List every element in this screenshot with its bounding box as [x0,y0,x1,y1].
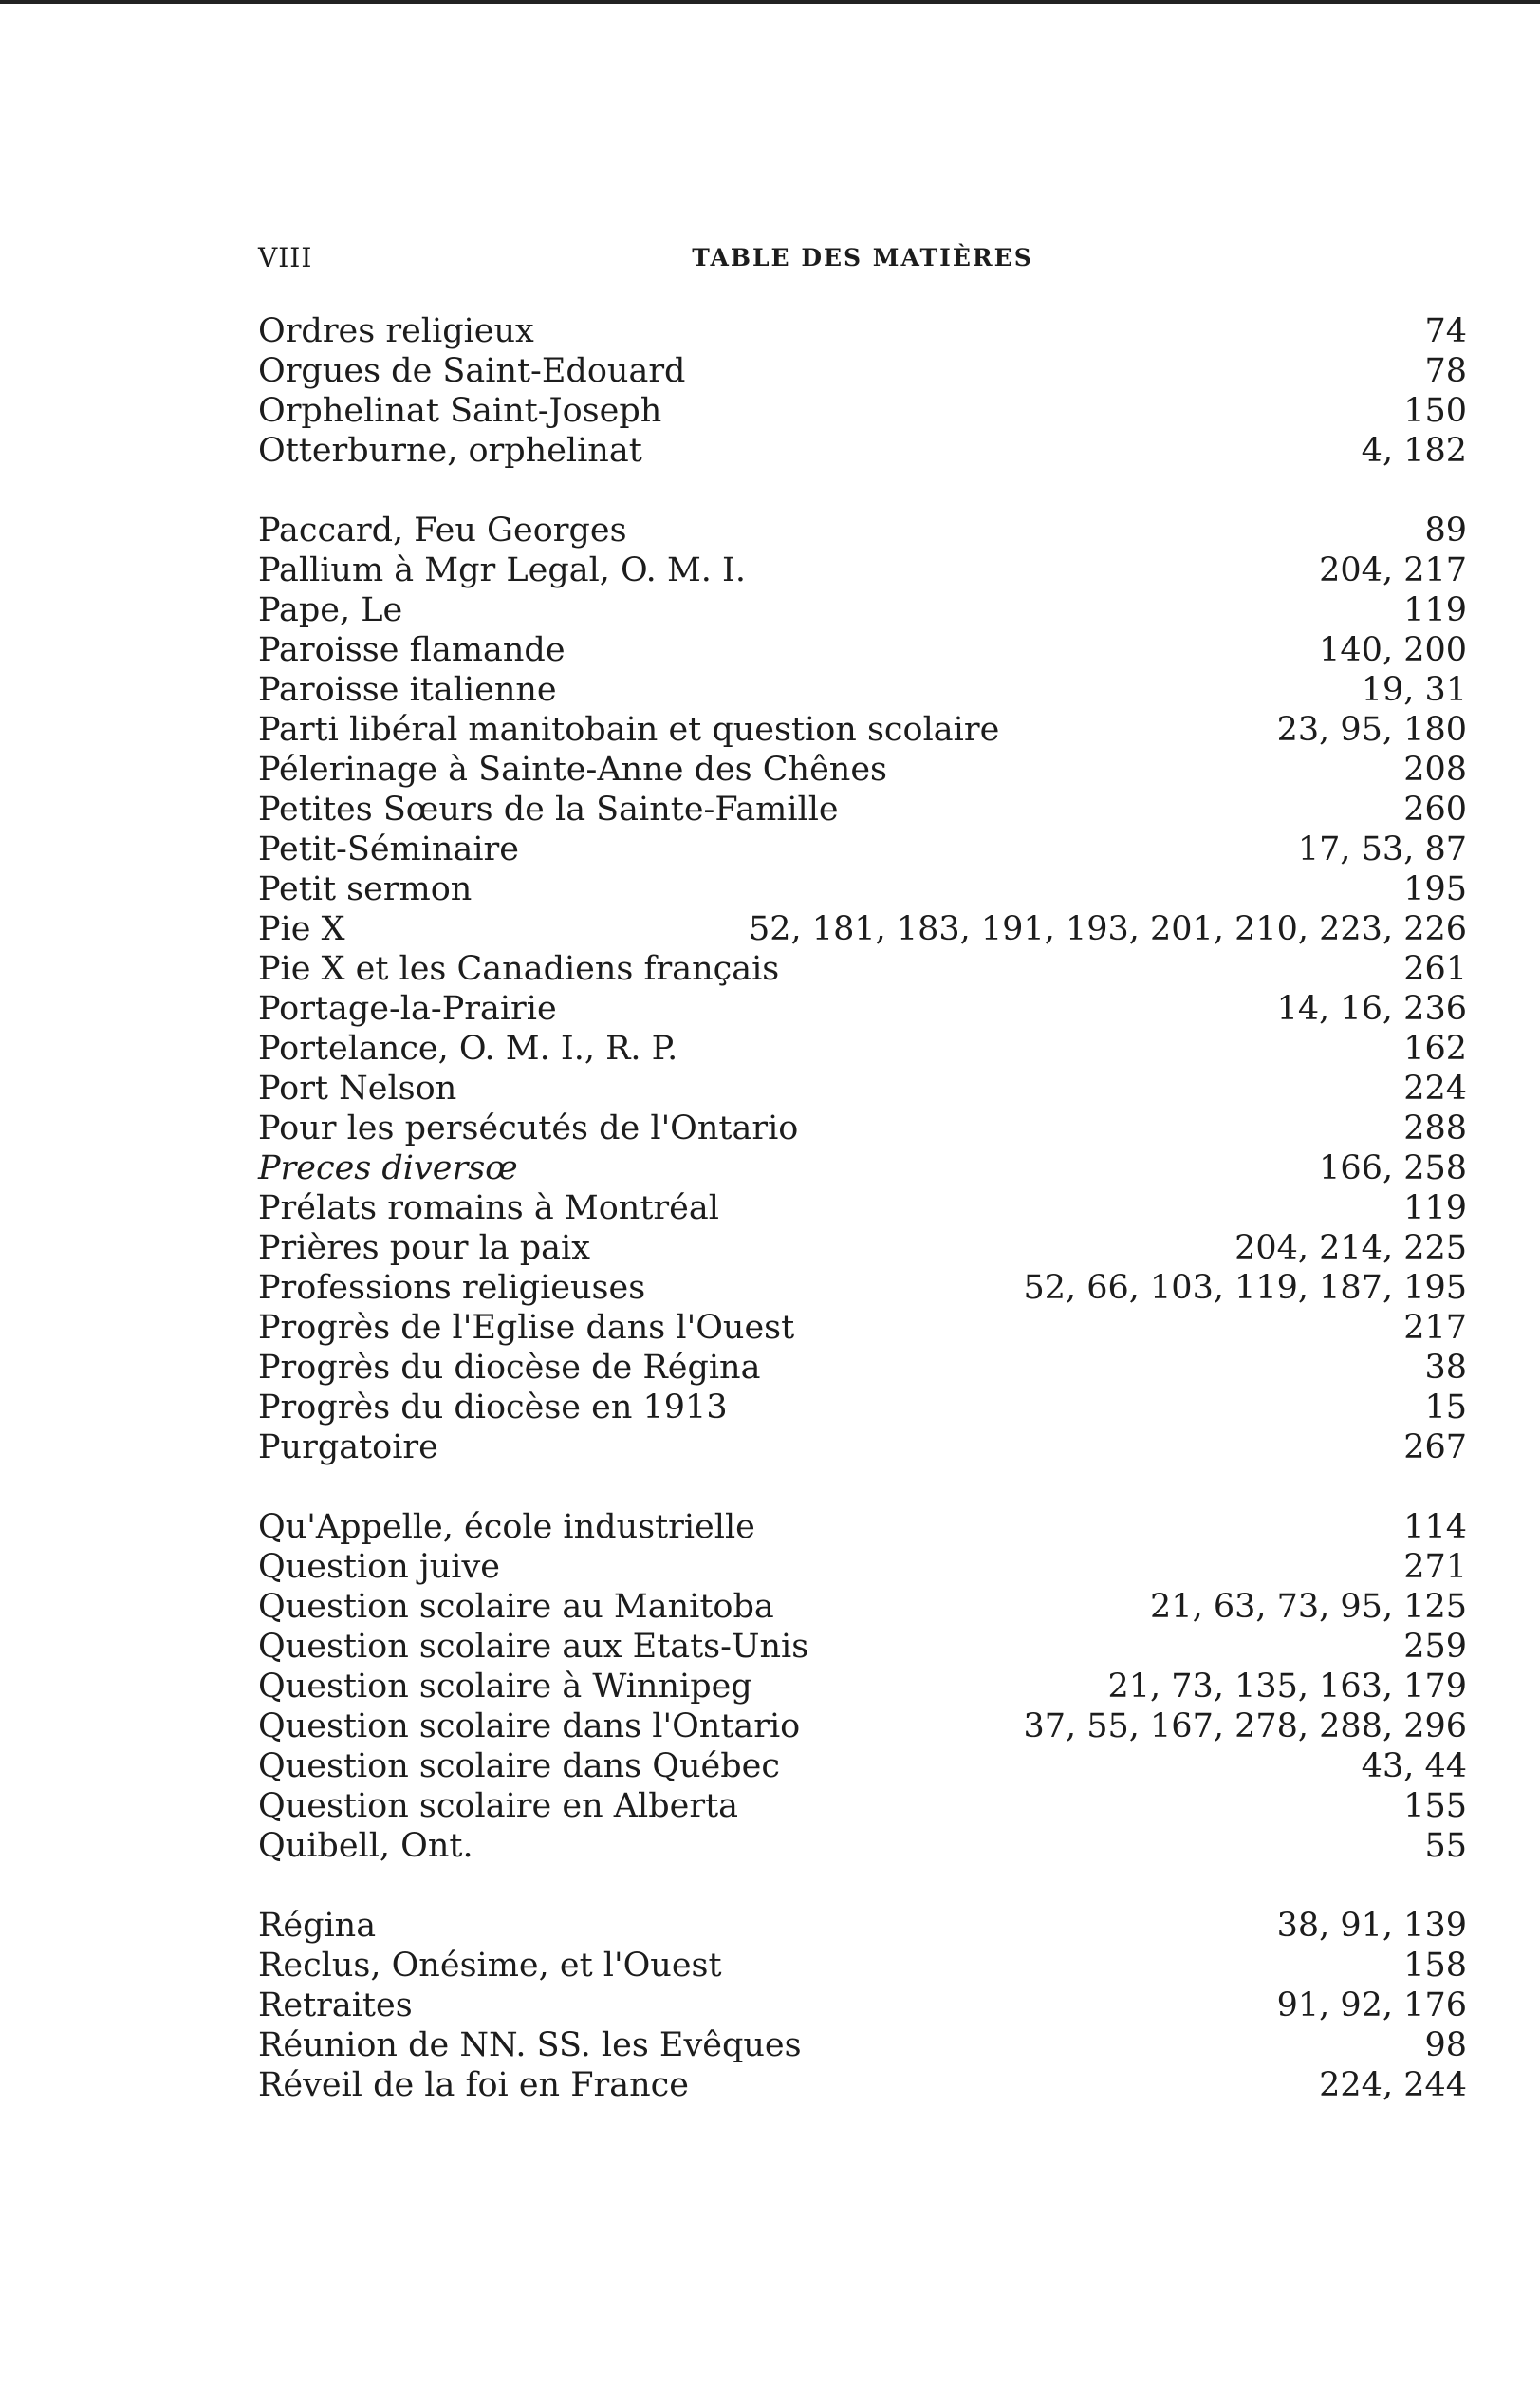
index-term: Progrès du diocèse de Régina [258,1349,761,1387]
index-term: Orphelinat Saint-Joseph [258,392,662,430]
index-term: Question scolaire dans l'Ontario [258,1707,801,1745]
index-entry [258,1029,1467,1069]
index-page-refs: 78 [1424,352,1467,390]
index-entry [258,1826,1467,1866]
index-page-refs: 166, 258 [1319,1149,1467,1187]
index-term: Progrès de l'Eglise dans l'Ouest [258,1309,795,1347]
top-border-rule [0,0,1540,4]
index-entry [258,1746,1467,1786]
index-entry [258,1507,1467,1547]
index-page-refs: 14, 16, 236 [1276,990,1467,1028]
index-entry [258,1308,1467,1348]
index-term: Quibell, Ont. [258,1827,473,1865]
index-page-refs: 224, 244 [1319,2066,1467,2104]
index-entry [258,2025,1467,2065]
index-page-refs: 150 [1403,392,1467,430]
index-entry [258,1148,1467,1188]
index-page-refs: 37, 55, 167, 278, 288, 296 [1023,1707,1467,1745]
index-term: Pallium à Mgr Legal, O. M. I. [258,551,746,589]
index-page-refs: 155 [1403,1787,1467,1825]
running-title: TABLE DES MATIÈRES [692,244,1033,271]
index-page-refs: 91, 92, 176 [1276,1986,1467,2024]
index-entry [258,670,1467,710]
index-page-refs: 271 [1403,1548,1467,1586]
index-page-refs: 162 [1403,1030,1467,1068]
index-term: Question scolaire au Manitoba [258,1588,774,1626]
index-entry [258,1587,1467,1627]
index-term: Réveil de la foi en France [258,2066,689,2104]
index-page-refs: 158 [1403,1947,1467,1985]
index-entry [258,511,1467,550]
index-entry [258,1427,1467,1467]
index-entry [258,1906,1467,1946]
index-term: Petites Sœurs de la Sainte-Famille [258,791,839,829]
index-page-refs: 217 [1403,1309,1467,1347]
index-term: Parti libéral manitobain et question scolaire [258,711,1000,749]
index-term: Paccard, Feu Georges [258,512,627,550]
index-term: Progrès du diocèse en 1913 [258,1389,728,1427]
index-page-refs: 21, 73, 135, 163, 179 [1107,1668,1467,1706]
index-entry [258,830,1467,869]
index-section [258,311,1467,471]
index-entry [258,1986,1467,2025]
index-page-refs: 204, 217 [1319,551,1467,589]
index-entry [258,351,1467,391]
index-term: Pélerinage à Sainte-Anne des Chênes [258,751,888,789]
index-term: Port Nelson [258,1070,457,1108]
index-entry [258,1786,1467,1826]
index-page-refs: 55 [1424,1827,1467,1865]
index-term: Petit-Séminaire [258,830,519,868]
index-entry [258,710,1467,750]
index-term: Réunion de NN. SS. les Evêques [258,2026,802,2064]
index-term: Pie X [258,910,345,948]
index-entry [258,1547,1467,1587]
index-entry [258,1706,1467,1746]
index-page-refs: 52, 66, 103, 119, 187, 195 [1023,1269,1467,1307]
index-page-refs: 17, 53, 87 [1297,830,1467,868]
index-entry [258,550,1467,590]
index-page-refs: 260 [1403,791,1467,829]
index-term: Portelance, O. M. I., R. P. [258,1030,678,1068]
index-page-refs: 38, 91, 139 [1276,1907,1467,1945]
index-entry [258,1348,1467,1388]
index-term: Paroisse italienne [258,671,557,709]
index-entry [258,1069,1467,1109]
index-page-refs: 52, 181, 183, 191, 193, 201, 210, 223, 226 [749,910,1467,948]
index-term: Question juive [258,1548,500,1586]
index-entry [258,1188,1467,1228]
index-term: Pie X et les Canadiens français [258,950,780,988]
index-term: Qu'Appelle, école industrielle [258,1508,755,1546]
index-term: Paroisse flamande [258,631,566,669]
index-entry [258,1627,1467,1667]
index-page-refs: 140, 200 [1319,631,1467,669]
index-term: Prières pour la paix [258,1229,590,1267]
index-entry [258,1109,1467,1148]
index-entry [258,630,1467,670]
index-list [258,311,1467,2105]
index-term: Preces diversœ [258,1149,518,1187]
index-page-refs: 259 [1403,1628,1467,1666]
index-term: Portage-la-Prairie [258,990,557,1028]
index-page-refs: 119 [1403,591,1467,629]
page-number: VIII [258,242,313,273]
index-page-refs: 74 [1424,312,1467,350]
index-page-refs: 114 [1403,1508,1467,1546]
index-page-refs: 195 [1403,870,1467,908]
index-page-refs: 208 [1403,751,1467,789]
page-header [258,242,1467,280]
index-page-refs: 38 [1424,1349,1467,1387]
index-page-refs: 89 [1424,512,1467,550]
index-term: Otterburne, orphelinat [258,432,642,470]
index-entry [258,989,1467,1029]
index-page-refs: 119 [1403,1189,1467,1227]
index-term: Pape, Le [258,591,403,629]
index-entry [258,2065,1467,2105]
index-term: Purgatoire [258,1428,438,1466]
index-entry [258,1268,1467,1308]
index-page-refs: 43, 44 [1361,1747,1467,1785]
index-term: Prélats romains à Montréal [258,1189,719,1227]
index-term: Ordres religieux [258,312,534,350]
index-page-refs: 204, 214, 225 [1234,1229,1467,1267]
index-entry [258,311,1467,351]
index-entry [258,431,1467,471]
index-page-refs: 19, 31 [1361,671,1467,709]
index-term: Question scolaire à Winnipeg [258,1668,752,1706]
index-entry [258,949,1467,989]
index-section [258,511,1467,1467]
index-term: Professions religieuses [258,1269,646,1307]
index-entry [258,391,1467,431]
index-entry [258,1946,1467,1986]
index-term: Retraites [258,1986,413,2024]
index-entry [258,750,1467,790]
index-entry [258,790,1467,830]
index-page-refs: 288 [1403,1110,1467,1147]
index-term: Orgues de Saint-Edouard [258,352,686,390]
index-page-refs: 98 [1424,2026,1467,2064]
index-entry [258,909,1467,949]
index-term: Petit sermon [258,870,473,908]
index-page-refs: 23, 95, 180 [1276,711,1467,749]
index-page-refs: 4, 182 [1361,432,1467,470]
index-term: Question scolaire dans Québec [258,1747,780,1785]
index-page-refs: 224 [1403,1070,1467,1108]
index-entry [258,590,1467,630]
index-section [258,1507,1467,1866]
index-page-refs: 267 [1403,1428,1467,1466]
index-entry [258,1667,1467,1706]
index-page-refs: 15 [1424,1389,1467,1427]
index-term: Question scolaire aux Etats-Unis [258,1628,809,1666]
index-term: Régina [258,1907,377,1945]
index-entry [258,1388,1467,1427]
index-term: Pour les persécutés de l'Ontario [258,1110,799,1147]
index-section [258,1906,1467,2105]
index-page-refs: 261 [1403,950,1467,988]
index-term: Question scolaire en Alberta [258,1787,738,1825]
index-term: Reclus, Onésime, et l'Ouest [258,1947,722,1985]
index-page-refs: 21, 63, 73, 95, 125 [1150,1588,1467,1626]
index-entry [258,1228,1467,1268]
index-entry [258,869,1467,909]
